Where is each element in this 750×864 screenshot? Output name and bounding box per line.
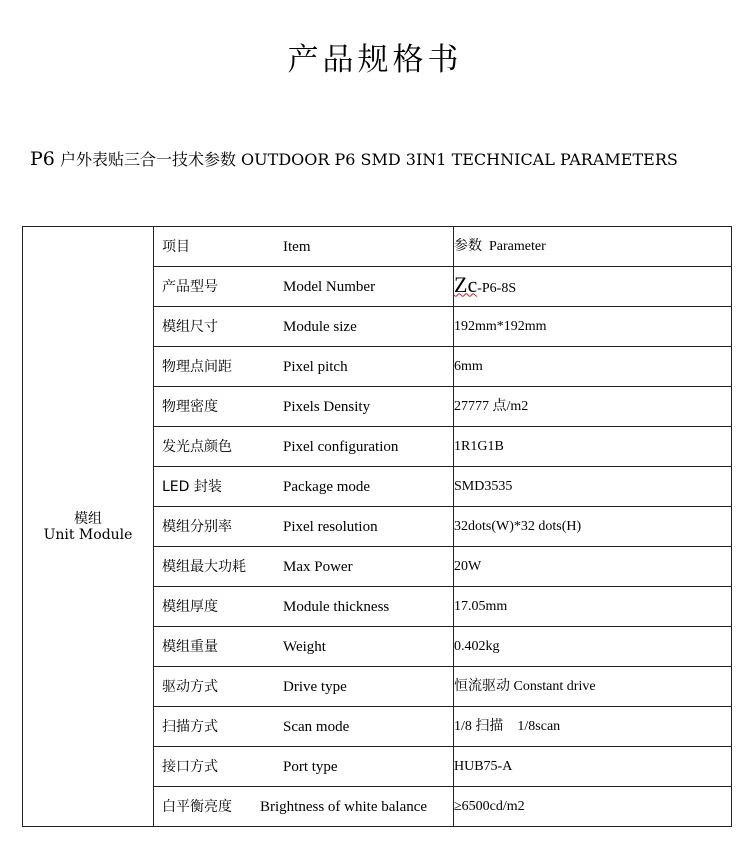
value-cell	[454, 387, 732, 427]
group-cell	[23, 227, 154, 827]
item-zh: 产品型号	[162, 278, 218, 295]
item-value: 1/8 扫描 1/8scan	[454, 718, 561, 734]
item-en: Module size	[283, 318, 357, 335]
spec-table	[22, 226, 732, 827]
item-cell	[154, 427, 454, 467]
item-zh: LED 封装	[162, 478, 222, 495]
item-value: HUB75-A	[454, 758, 513, 774]
table-header-row	[23, 227, 732, 267]
item-en: Package mode	[283, 478, 371, 495]
item-en: Model Number	[283, 278, 376, 295]
item-zh: 接口方式	[162, 758, 218, 775]
item-cell	[154, 547, 454, 587]
value-cell	[454, 307, 732, 347]
value-cell	[454, 587, 732, 627]
value-cell	[454, 627, 732, 667]
item-en: Pixels Density	[283, 398, 371, 415]
item-cell	[154, 747, 454, 787]
value-cell	[454, 547, 732, 587]
item-en: Drive type	[283, 678, 347, 695]
item-cell	[154, 787, 454, 827]
item-en: Pixel configuration	[283, 438, 399, 455]
item-zh: 物理密度	[162, 398, 218, 415]
value-cell	[454, 267, 732, 307]
header-item-zh: 项目	[162, 238, 190, 255]
item-en: Pixel resolution	[283, 518, 378, 535]
item-en: Port type	[283, 758, 338, 775]
item-value: 恒流驱动 Constant drive	[454, 678, 596, 694]
item-en: Module thickness	[283, 598, 390, 615]
item-cell	[154, 387, 454, 427]
header-item-en: Item	[283, 238, 311, 255]
value-cell	[454, 787, 732, 827]
header-parameter	[454, 227, 732, 267]
item-value: 6mm	[454, 358, 483, 374]
item-zh: 模组分别率	[162, 518, 232, 535]
item-value: 32dots(W)*32 dots(H)	[454, 518, 582, 534]
document-title: 产品规格书	[287, 42, 463, 78]
item-value: 27777 点/m2	[454, 398, 529, 414]
item-zh: 发光点颜色	[162, 438, 232, 455]
item-cell	[154, 587, 454, 627]
section-subtitle	[30, 142, 710, 177]
model-prefix: Zc	[454, 271, 478, 297]
item-cell	[154, 507, 454, 547]
item-zh: 白平衡亮度	[162, 798, 232, 815]
item-value: 17.05mm	[454, 598, 508, 614]
value-cell	[454, 427, 732, 467]
item-cell	[154, 667, 454, 707]
item-zh: 模组尺寸	[162, 318, 218, 335]
subtitle-text: 户外表贴三合一技术参数 OUTDOOR P6 SMD 3IN1 TECHNICAL PARAMETERS	[54, 150, 678, 169]
item-value: 0.402kg	[454, 638, 500, 654]
item-value: 192mm*192mm	[454, 318, 547, 334]
value-cell	[454, 747, 732, 787]
item-value: 1R1G1B	[454, 438, 504, 454]
item-en: Scan mode	[283, 718, 350, 735]
value-cell	[454, 467, 732, 507]
header-parameter-label: 参数 Parameter	[454, 238, 546, 254]
item-zh: 模组重量	[162, 638, 218, 655]
item-cell	[154, 467, 454, 507]
item-cell	[154, 347, 454, 387]
item-value: 20W	[454, 558, 482, 574]
subtitle-prefix: P6	[30, 148, 55, 170]
item-zh: 驱动方式	[162, 678, 218, 695]
item-zh: 扫描方式	[162, 718, 218, 735]
group-label-zh: 模组	[74, 510, 102, 527]
item-value: ≥6500cd/m2	[454, 798, 525, 814]
item-cell	[154, 707, 454, 747]
item-en: Weight	[283, 638, 326, 655]
item-en: Max Power	[283, 558, 353, 575]
item-en: Brightness of white balance	[260, 798, 428, 815]
value-cell	[454, 507, 732, 547]
item-cell	[154, 267, 454, 307]
item-zh: 物理点间距	[162, 358, 232, 375]
value-cell	[454, 667, 732, 707]
item-zh: 模组厚度	[162, 598, 218, 615]
value-cell	[454, 707, 732, 747]
item-en: Pixel pitch	[283, 358, 348, 375]
model-suffix: -P6-8S	[477, 280, 517, 296]
item-zh: 模组最大功耗	[162, 558, 246, 575]
header-item-cell	[154, 227, 454, 267]
group-label-en: Unit Module	[43, 526, 133, 543]
value-cell	[454, 347, 732, 387]
item-cell	[154, 627, 454, 667]
item-value: SMD3535	[454, 478, 513, 494]
item-cell	[154, 307, 454, 347]
